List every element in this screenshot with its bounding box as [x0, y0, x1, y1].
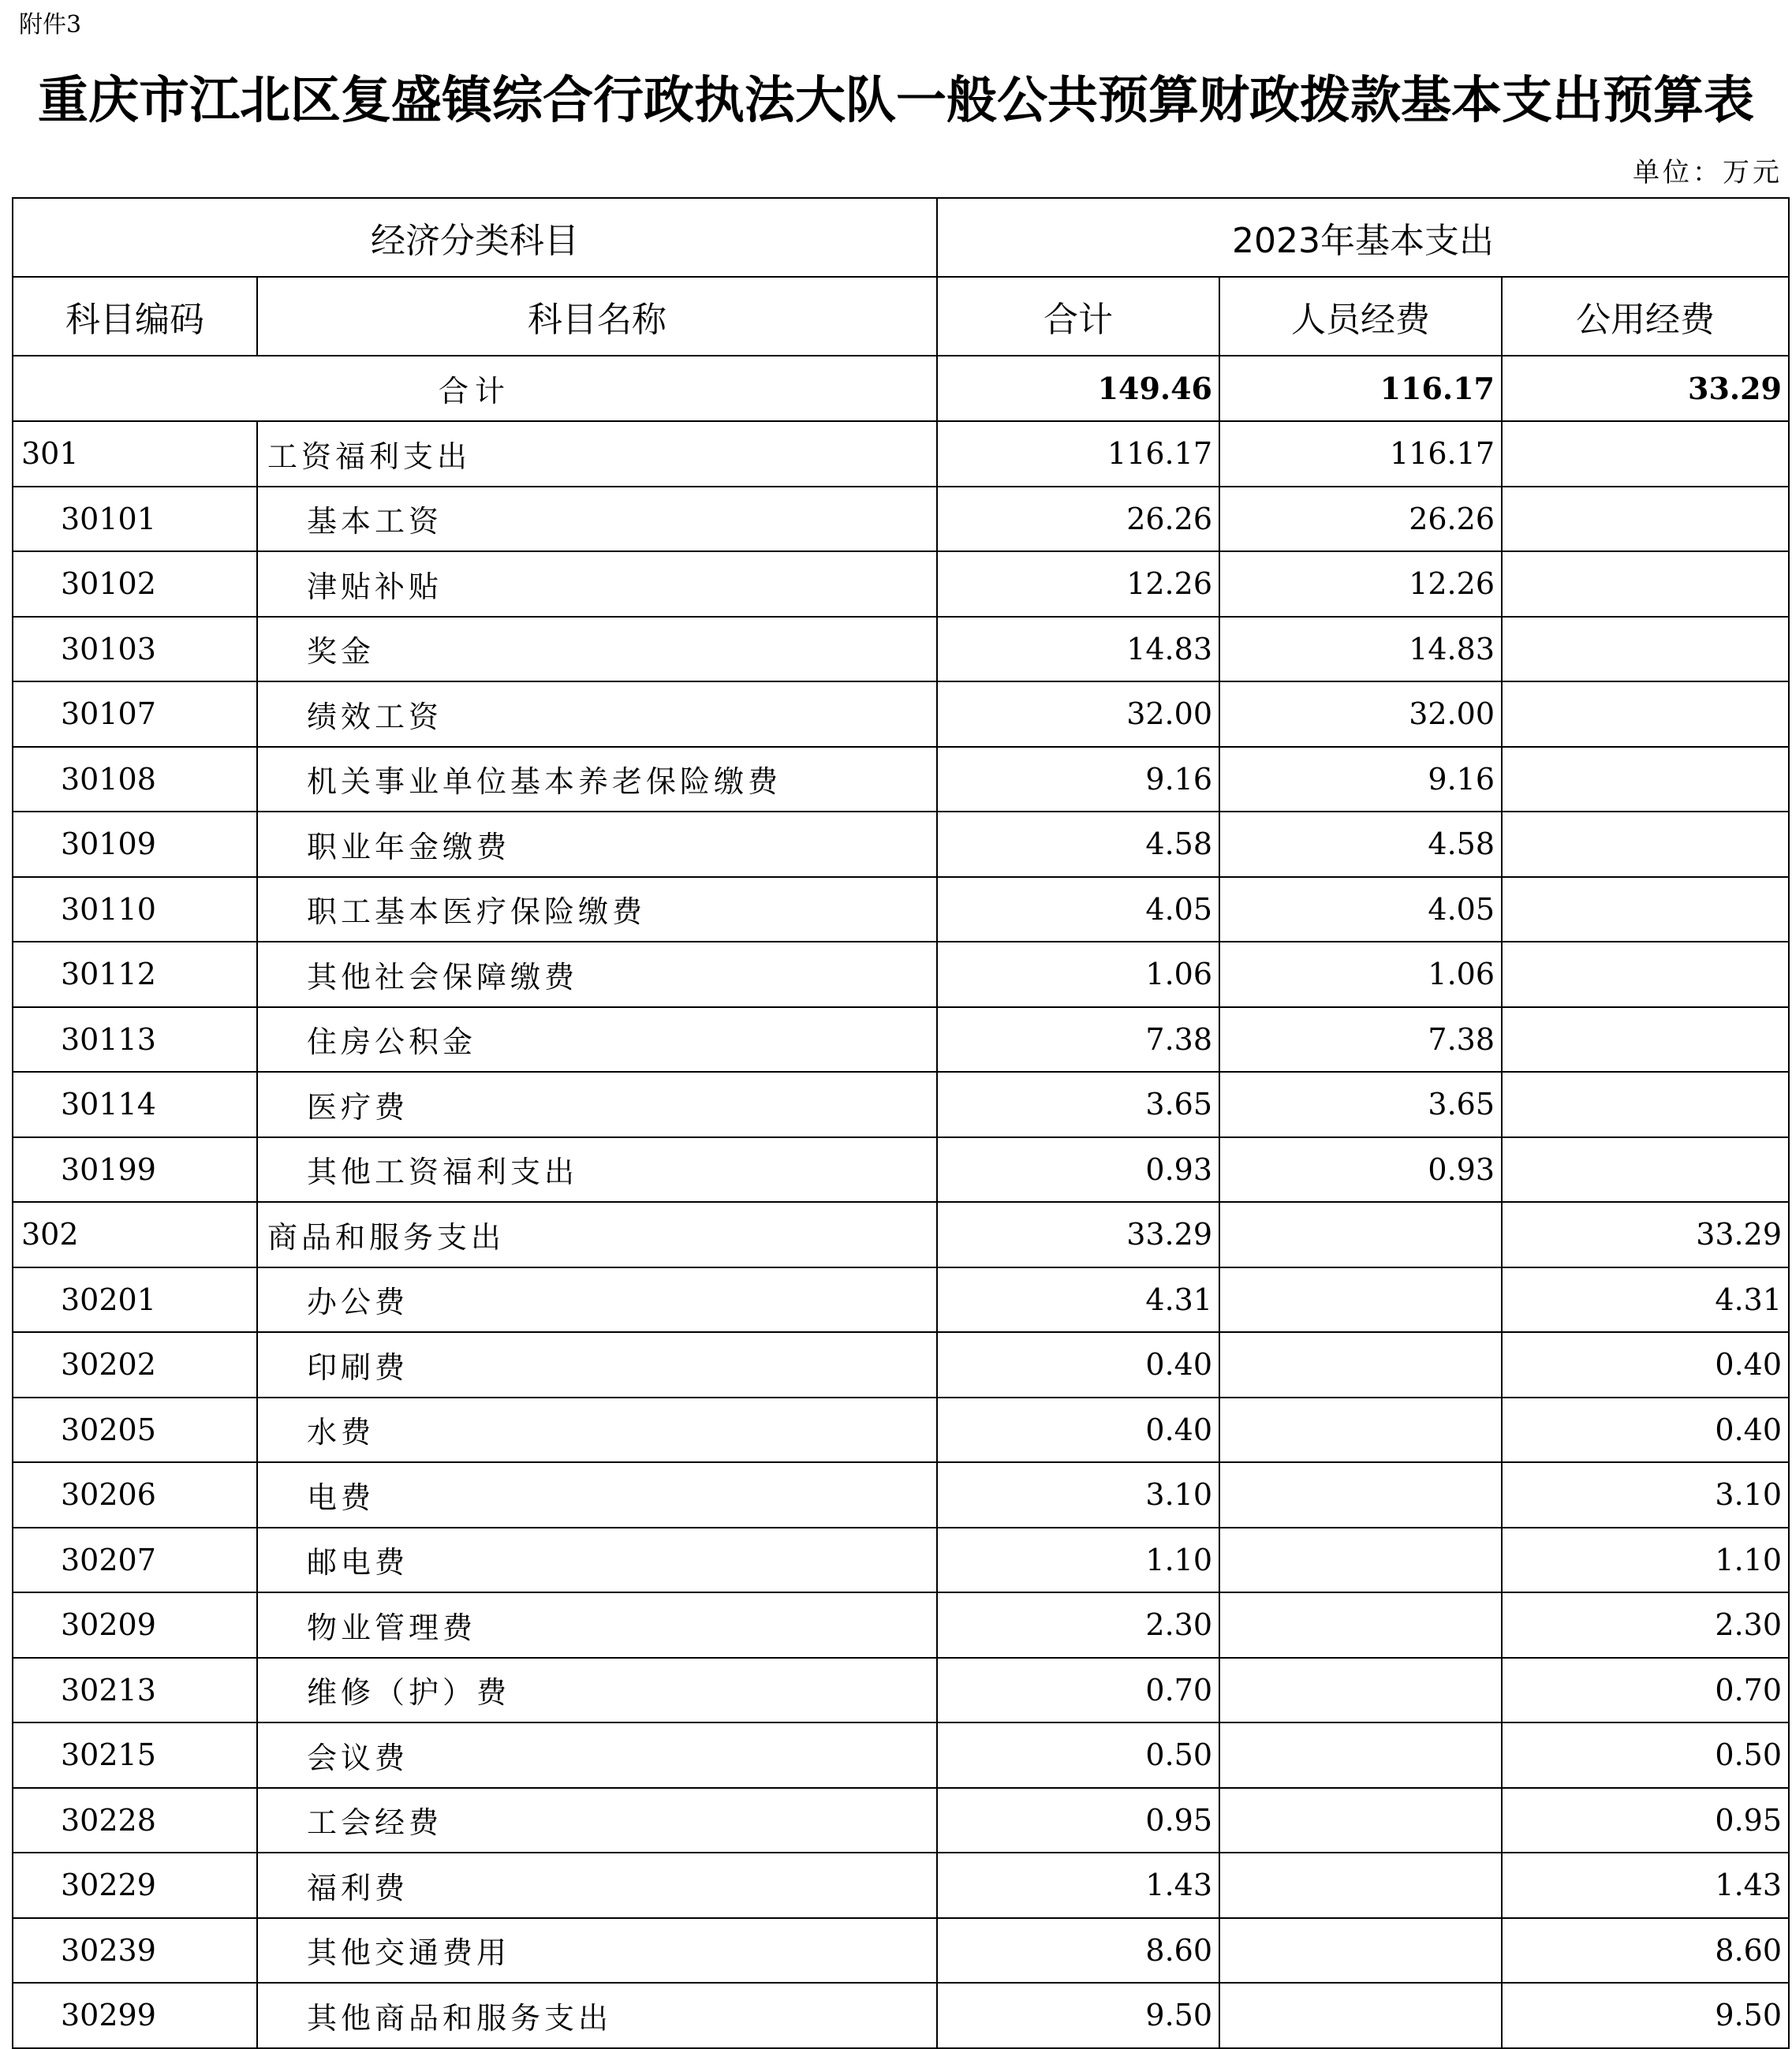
header-public: 公用经费: [1502, 277, 1789, 356]
header-name: 科目名称: [257, 277, 937, 356]
amount-personnel: [1219, 1462, 1502, 1528]
unit-label: 单位：万元: [1633, 157, 1783, 188]
account-code: 30228: [13, 1788, 257, 1853]
account-name: 电费: [257, 1462, 937, 1528]
amount-total: 0.40: [937, 1332, 1219, 1398]
amount-public: 8.60: [1502, 1918, 1789, 1984]
amount-personnel: [1219, 1853, 1502, 1918]
account-name: 其他工资福利支出: [257, 1137, 937, 1203]
amount-personnel: [1219, 1788, 1502, 1853]
amount-total: 2.30: [937, 1592, 1219, 1658]
table-row: [13, 1332, 1789, 1398]
amount-public: [1502, 1137, 1789, 1203]
account-code: 30113: [13, 1007, 257, 1073]
table-row: [13, 812, 1789, 877]
total-row: [13, 356, 1789, 421]
header-personnel: 人员经费: [1219, 277, 1502, 356]
account-name: 水费: [257, 1398, 937, 1463]
account-code: 30114: [13, 1072, 257, 1137]
table-row: [13, 1007, 1789, 1073]
table-row: [13, 1788, 1789, 1853]
total-label: 合计: [13, 356, 937, 421]
amount-personnel: [1219, 1918, 1502, 1984]
table-row: [13, 1137, 1789, 1203]
amount-total: 3.65: [937, 1072, 1219, 1137]
account-name: 商品和服务支出: [257, 1202, 937, 1267]
amount-public: 1.10: [1502, 1528, 1789, 1593]
header-year-expense: 2023年基本支出: [937, 198, 1789, 277]
amount-personnel: 9.16: [1219, 747, 1502, 812]
account-name: 工资福利支出: [257, 421, 937, 487]
amount-personnel: 4.58: [1219, 812, 1502, 877]
account-code: 30206: [13, 1462, 257, 1528]
amount-total: 8.60: [937, 1918, 1219, 1984]
account-code: 30215: [13, 1722, 257, 1788]
table-row: [13, 942, 1789, 1007]
account-code: 30108: [13, 747, 257, 812]
table-row: [13, 1462, 1789, 1528]
table-row: [13, 681, 1789, 747]
account-name: 职业年金缴费: [257, 812, 937, 877]
amount-personnel: 32.00: [1219, 681, 1502, 747]
total-public: 33.29: [1502, 356, 1789, 421]
table-row: [13, 747, 1789, 812]
amount-personnel: 3.65: [1219, 1072, 1502, 1137]
account-code: 30213: [13, 1658, 257, 1723]
amount-personnel: 26.26: [1219, 487, 1502, 552]
amount-personnel: [1219, 1202, 1502, 1267]
account-code: 30101: [13, 487, 257, 552]
amount-personnel: [1219, 1398, 1502, 1463]
table-row: [13, 1853, 1789, 1918]
table-row: [13, 1722, 1789, 1788]
table-row: [13, 1267, 1789, 1333]
table-row: [13, 1528, 1789, 1593]
account-name: 物业管理费: [257, 1592, 937, 1658]
table-row: [13, 1918, 1789, 1984]
amount-total: 0.70: [937, 1658, 1219, 1723]
amount-public: 9.50: [1502, 1983, 1789, 2048]
amount-total: 4.58: [937, 812, 1219, 877]
account-code: 30202: [13, 1332, 257, 1398]
account-name: 机关事业单位基本养老保险缴费: [257, 747, 937, 812]
account-name: 奖金: [257, 617, 937, 682]
account-code: 301: [13, 421, 257, 487]
account-code: 30229: [13, 1853, 257, 1918]
amount-total: 0.50: [937, 1722, 1219, 1788]
amount-total: 26.26: [937, 487, 1219, 552]
budget-table: [12, 197, 1790, 2049]
amount-total: 1.43: [937, 1853, 1219, 1918]
amount-personnel: 116.17: [1219, 421, 1502, 487]
amount-public: 2.30: [1502, 1592, 1789, 1658]
account-name: 基本工资: [257, 487, 937, 552]
amount-public: 0.40: [1502, 1398, 1789, 1463]
table-row: [13, 1072, 1789, 1137]
amount-total: 0.95: [937, 1788, 1219, 1853]
amount-public: [1502, 942, 1789, 1007]
amount-personnel: [1219, 1983, 1502, 2048]
total-amount: 149.46: [937, 356, 1219, 421]
table-row: [13, 551, 1789, 617]
account-name: 办公费: [257, 1267, 937, 1333]
account-name: 福利费: [257, 1853, 937, 1918]
table-row: [13, 487, 1789, 552]
account-code: 30299: [13, 1983, 257, 2048]
document-title: 重庆市江北区复盛镇综合行政执法大队一般公共预算财政拨款基本支出预算表: [38, 71, 1754, 130]
account-name: 会议费: [257, 1722, 937, 1788]
amount-public: [1502, 681, 1789, 747]
account-code: 302: [13, 1202, 257, 1267]
table-row: [13, 617, 1789, 682]
amount-total: 1.10: [937, 1528, 1219, 1593]
amount-total: 0.93: [937, 1137, 1219, 1203]
amount-public: 3.10: [1502, 1462, 1789, 1528]
amount-personnel: [1219, 1267, 1502, 1333]
header-economic-category: 经济分类科目: [13, 198, 937, 277]
amount-public: 0.50: [1502, 1722, 1789, 1788]
amount-personnel: 1.06: [1219, 942, 1502, 1007]
account-name: 医疗费: [257, 1072, 937, 1137]
amount-public: [1502, 812, 1789, 877]
amount-public: [1502, 421, 1789, 487]
amount-total: 9.50: [937, 1983, 1219, 2048]
amount-personnel: [1219, 1592, 1502, 1658]
header-row-group: [13, 198, 1789, 277]
account-code: 30112: [13, 942, 257, 1007]
amount-public: [1502, 747, 1789, 812]
account-code: 30207: [13, 1528, 257, 1593]
attachment-label: 附件3: [19, 11, 82, 39]
account-code: 30239: [13, 1918, 257, 1984]
table-row: [13, 1202, 1789, 1267]
amount-total: 33.29: [937, 1202, 1219, 1267]
amount-personnel: 12.26: [1219, 551, 1502, 617]
account-name: 其他商品和服务支出: [257, 1983, 937, 2048]
amount-total: 9.16: [937, 747, 1219, 812]
account-name: 其他社会保障缴费: [257, 942, 937, 1007]
amount-public: [1502, 487, 1789, 552]
account-name: 其他交通费用: [257, 1918, 937, 1984]
amount-public: 33.29: [1502, 1202, 1789, 1267]
account-code: 30201: [13, 1267, 257, 1333]
amount-total: 12.26: [937, 551, 1219, 617]
header-code: 科目编码: [13, 277, 257, 356]
account-name: 印刷费: [257, 1332, 937, 1398]
account-name: 职工基本医疗保险缴费: [257, 877, 937, 942]
table-row: [13, 1983, 1789, 2048]
amount-public: [1502, 617, 1789, 682]
account-code: 30102: [13, 551, 257, 617]
amount-public: 0.95: [1502, 1788, 1789, 1853]
amount-personnel: 4.05: [1219, 877, 1502, 942]
account-name: 津贴补贴: [257, 551, 937, 617]
amount-public: [1502, 1072, 1789, 1137]
table-row: [13, 421, 1789, 487]
amount-public: [1502, 1007, 1789, 1073]
table-row: [13, 1592, 1789, 1658]
table-row: [13, 1658, 1789, 1723]
amount-public: 0.70: [1502, 1658, 1789, 1723]
amount-total: 116.17: [937, 421, 1219, 487]
amount-personnel: [1219, 1722, 1502, 1788]
amount-public: 4.31: [1502, 1267, 1789, 1333]
account-name: 维修（护）费: [257, 1658, 937, 1723]
amount-total: 4.31: [937, 1267, 1219, 1333]
amount-personnel: 14.83: [1219, 617, 1502, 682]
amount-total: 3.10: [937, 1462, 1219, 1528]
table-row: [13, 877, 1789, 942]
amount-personnel: [1219, 1332, 1502, 1398]
amount-personnel: [1219, 1658, 1502, 1723]
amount-public: 1.43: [1502, 1853, 1789, 1918]
amount-total: 7.38: [937, 1007, 1219, 1073]
account-name: 工会经费: [257, 1788, 937, 1853]
account-name: 绩效工资: [257, 681, 937, 747]
header-row-columns: [13, 277, 1789, 356]
table-row: [13, 1398, 1789, 1463]
amount-personnel: 7.38: [1219, 1007, 1502, 1073]
account-code: 30107: [13, 681, 257, 747]
account-code: 30103: [13, 617, 257, 682]
amount-total: 0.40: [937, 1398, 1219, 1463]
total-personnel: 116.17: [1219, 356, 1502, 421]
header-total: 合计: [937, 277, 1219, 356]
amount-personnel: 0.93: [1219, 1137, 1502, 1203]
amount-personnel: [1219, 1528, 1502, 1593]
account-code: 30199: [13, 1137, 257, 1203]
account-code: 30110: [13, 877, 257, 942]
amount-total: 14.83: [937, 617, 1219, 682]
amount-public: [1502, 551, 1789, 617]
account-code: 30205: [13, 1398, 257, 1463]
account-code: 30109: [13, 812, 257, 877]
account-code: 30209: [13, 1592, 257, 1658]
amount-total: 1.06: [937, 942, 1219, 1007]
amount-total: 32.00: [937, 681, 1219, 747]
amount-public: 0.40: [1502, 1332, 1789, 1398]
account-name: 住房公积金: [257, 1007, 937, 1073]
amount-total: 4.05: [937, 877, 1219, 942]
account-name: 邮电费: [257, 1528, 937, 1593]
amount-public: [1502, 877, 1789, 942]
